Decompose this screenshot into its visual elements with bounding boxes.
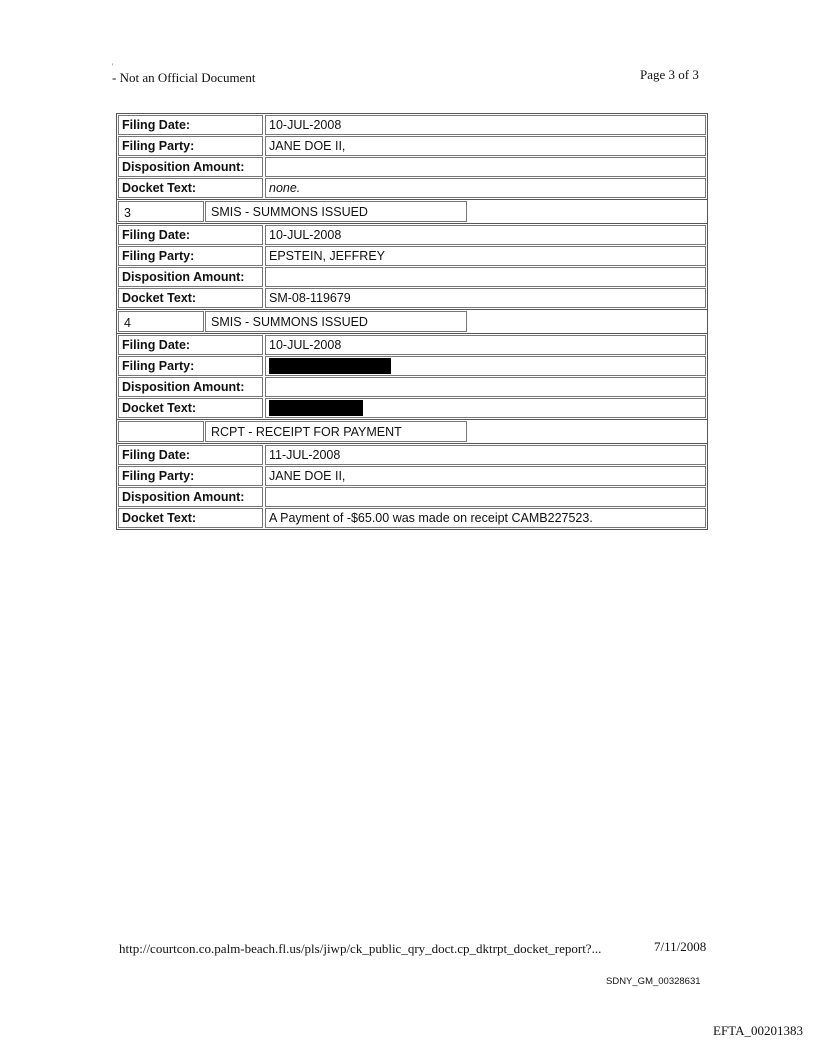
disposition-amount-label: Disposition Amount: (118, 157, 263, 177)
disposition-amount-row (117, 376, 707, 397)
redaction-box (269, 400, 363, 416)
docket-text-row (117, 177, 707, 198)
docket-entry-header (116, 310, 708, 334)
disposition-amount-value (265, 267, 706, 287)
filing-party-value: JANE DOE II, (265, 466, 706, 486)
docket-entry-header (116, 420, 708, 444)
filing-date-row (117, 224, 707, 245)
entry-code: SMIS - SUMMONS ISSUED (205, 201, 467, 222)
disposition-amount-label: Disposition Amount: (118, 377, 263, 397)
redaction-box (269, 358, 391, 374)
filing-date-label: Filing Date: (118, 115, 263, 135)
filing-date-row (117, 114, 707, 135)
filing-party-value: EPSTEIN, JEFFREY (265, 246, 706, 266)
docket-text-label: Docket Text: (118, 508, 263, 528)
docket-text-label: Docket Text: (118, 288, 263, 308)
docket-block (116, 224, 708, 310)
filing-date-label: Filing Date: (118, 445, 263, 465)
filing-date-row (117, 334, 707, 355)
filing-party-row (117, 355, 707, 376)
disposition-amount-value (265, 487, 706, 507)
docket-block (116, 334, 708, 420)
docket-table (116, 113, 708, 530)
filing-date-value: 10-JUL-2008 (265, 335, 706, 355)
filing-date-row (117, 444, 707, 465)
filing-date-value: 11-JUL-2008 (265, 445, 706, 465)
watermark-notice: - Not an Official Document (112, 70, 256, 85)
filing-party-label: Filing Party: (118, 356, 263, 376)
filing-party-row (117, 465, 707, 486)
entry-number: 3 (118, 201, 204, 222)
filing-party-value: JANE DOE II, (265, 136, 706, 156)
filing-date-label: Filing Date: (118, 335, 263, 355)
bates-number: SDNY_GM_00328631 (606, 976, 701, 987)
docket-text-label: Docket Text: (118, 178, 263, 198)
filing-party-row (117, 135, 707, 156)
disposition-amount-label: Disposition Amount: (118, 267, 263, 287)
docket-text-value: none. (265, 178, 706, 198)
filing-party-value (265, 356, 706, 376)
disposition-amount-value (265, 157, 706, 177)
filing-date-value: 10-JUL-2008 (265, 115, 706, 135)
filing-party-row (117, 245, 707, 266)
filing-party-label: Filing Party: (118, 246, 263, 266)
disposition-amount-row (117, 156, 707, 177)
filing-date-label: Filing Date: (118, 225, 263, 245)
docket-entry-header (116, 200, 708, 224)
docket-text-label: Docket Text: (118, 398, 263, 418)
disposition-amount-value (265, 377, 706, 397)
docket-block (116, 444, 708, 530)
docket-text-value: SM-08-119679 (265, 288, 706, 308)
entry-code: RCPT - RECEIPT FOR PAYMENT (205, 421, 467, 442)
entry-number (118, 421, 204, 442)
docket-text-row (117, 287, 707, 308)
filing-date-value: 10-JUL-2008 (265, 225, 706, 245)
filing-party-label: Filing Party: (118, 136, 263, 156)
print-date: 7/11/2008 (654, 939, 707, 954)
entry-number: 4 (118, 311, 204, 332)
docket-text-value: A Payment of -$65.00 was made on receipt CAMB227523. (265, 508, 706, 528)
disposition-amount-row (117, 486, 707, 507)
docket-text-row (117, 397, 707, 418)
efta-number: EFTA_00201383 (713, 1023, 803, 1038)
docket-block (116, 113, 708, 200)
source-url: http://courtcon.co.palm-beach.fl.us/pls/jiwp/ck_public_qry_doct.cp_dktrpt_docket_report?... (119, 941, 602, 956)
docket-text-value (265, 398, 706, 418)
page-number: Page 3 of 3 (640, 67, 699, 82)
docket-text-row (117, 507, 707, 528)
filing-party-label: Filing Party: (118, 466, 263, 486)
entry-code: SMIS - SUMMONS ISSUED (205, 311, 467, 332)
scan-mark: ' (112, 62, 114, 71)
disposition-amount-label: Disposition Amount: (118, 487, 263, 507)
disposition-amount-row (117, 266, 707, 287)
